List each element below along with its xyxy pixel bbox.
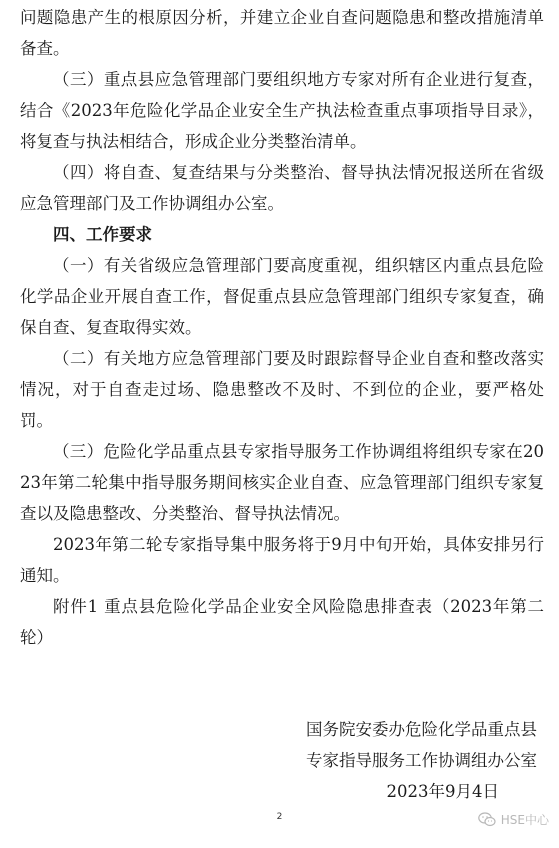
wechat-icon	[478, 812, 496, 827]
requirement-1: （一）有关省级应急管理部门要高度重视，组织辖区内重点县危险化学品企业开展自查工作，督促重点县应急管理部门组织专家复查，确保自查、复查取得实效。	[20, 256, 544, 337]
body-text	[20, 2, 544, 653]
signature-org-line1: 国务院安委办危险化学品重点县	[306, 720, 537, 739]
requirement-3: （三）危险化学品重点县专家指导服务工作协调组将组织专家在2023年第二轮集中指导服务期间核实企业自查、应急管理部门组织专家复查以及隐患整改、分类整治、督导执法情况。	[20, 442, 544, 523]
paragraph-3-recheck: （三）重点县应急管理部门要组织地方专家对所有企业进行复查，结合《2023年危险化学品企业安全生产执法检查重点事项指导目录》，将复查与执法相结合，形成企业分类整治清单。	[20, 70, 544, 151]
attachment-line: 附件1 重点县危险化学品企业安全风险隐患排查表（2023年第二轮）	[20, 597, 544, 647]
watermark-text: HSE中心	[500, 813, 549, 827]
paragraph-continuation: 问题隐患产生的根原因分析，并建立企业自查问题隐患和整改措施清单备查。	[20, 8, 544, 58]
signature-date: 2023年9月4日	[386, 782, 499, 801]
requirement-2: （二）有关地方应急管理部门要及时跟踪督导企业自查和整改落实情况，对于自查走过场、隐患整改不及时、不到位的企业，要严格处罚。	[20, 349, 544, 430]
schedule-notice: 2023年第二轮专家指导集中服务将于9月中旬开始，具体安排另行通知。	[20, 535, 544, 585]
section-heading-requirements: 四、工作要求	[53, 225, 152, 244]
watermark	[478, 811, 549, 828]
signature-block	[306, 714, 537, 807]
page-number: 2	[276, 812, 283, 822]
paragraph-4-report: （四）将自查、复查结果与分类整治、督导执法情况报送所在省级应急管理部门及工作协调组办公室。	[20, 163, 544, 213]
signature-org-line2: 专家指导服务工作协调组办公室	[306, 751, 537, 770]
